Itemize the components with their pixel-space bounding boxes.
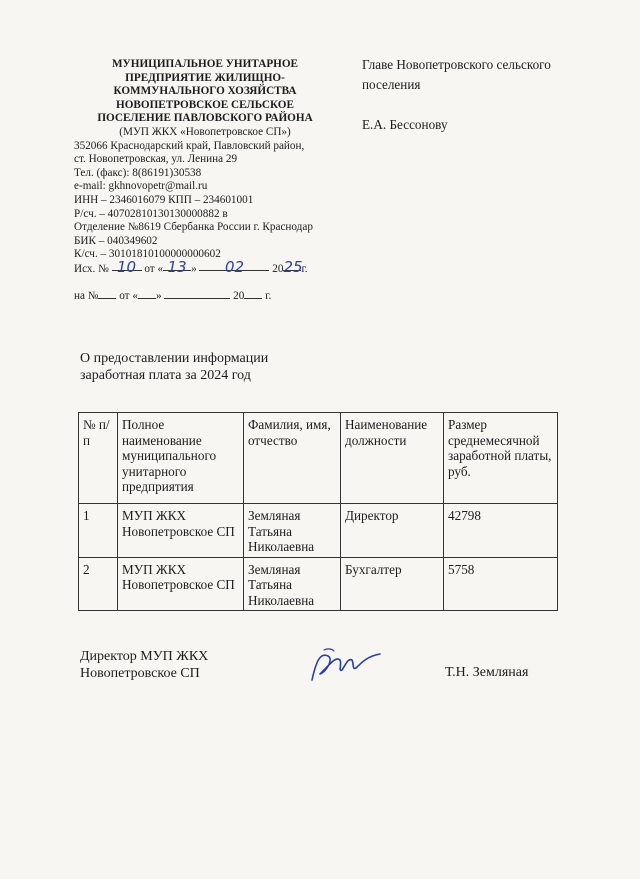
signatory-title-line: Директор МУП ЖКХ [80, 649, 209, 664]
table-cell: Земляная Татьяна Николаевна [244, 504, 341, 558]
outgoing-quote-close: » [191, 263, 197, 275]
header-cell: Полное наименование муниципального унитарного предприятия [118, 413, 244, 504]
outgoing-year: 25 [283, 258, 303, 276]
outgoing-reference [74, 258, 308, 275]
addressee-name: Е.А. Бессонову [362, 117, 448, 132]
table-cell: Земляная Татьяна Николаевна [244, 557, 341, 611]
table-cell: 5758 [444, 557, 558, 611]
org-address-line: ст. Новопетровская, ул. Ленина 29 [74, 153, 238, 166]
handwritten-signature [306, 642, 386, 688]
incoming-prefix: на № [74, 290, 99, 302]
organization-short-name: (МУП ЖКХ «Новопетровское СП») [119, 125, 291, 138]
subject-line: О предоставлении информации [80, 351, 269, 366]
salary-table [78, 412, 558, 611]
outgoing-from: от « [144, 263, 164, 275]
outgoing-month: 02 [224, 258, 245, 276]
outgoing-suffix: г. [301, 263, 308, 275]
incoming-reference [74, 286, 271, 302]
organization-header [74, 58, 336, 262]
table-header-row [79, 413, 558, 504]
org-name-line: МУНИЦИПАЛЬНОЕ УНИТАРНОЕ [111, 58, 299, 70]
org-phone: Тел. (факс): 8(86191)30538 [74, 166, 202, 179]
org-inn-kpp: ИНН – 2346016079 КПП – 234601001 [74, 193, 254, 206]
outgoing-year-prefix: 20 [272, 263, 284, 275]
table-cell: Директор [341, 504, 444, 558]
incoming-from: от « [119, 290, 138, 302]
incoming-quote-close: » [155, 290, 162, 302]
table-cell: 42798 [444, 504, 558, 558]
incoming-year-prefix: 20 [233, 290, 245, 302]
outgoing-day: 13 [167, 258, 187, 276]
org-email: e-mail: gkhnovopetr@mail.ru [74, 180, 208, 193]
signatory-name: Т.Н. Земляная [445, 665, 529, 680]
org-bank: Отделение №8619 Сбербанка России г. Краснодар [74, 221, 313, 234]
org-address-line: 352066 Краснодарский край, Павловский район, [74, 139, 305, 152]
header-cell: Наименование должности [341, 413, 444, 504]
addressee-line: Главе Новопетровского сельского [362, 57, 551, 72]
header-cell: Фамилия, имя, отчество [244, 413, 341, 504]
header-cell: № п/п [79, 413, 118, 504]
org-bik: БИК – 040349602 [74, 234, 158, 247]
incoming-suffix: г. [265, 290, 272, 302]
table-cell: МУП ЖКХ Новопетровское СП [118, 504, 244, 558]
table-row [79, 504, 558, 558]
organization-name [74, 58, 336, 126]
addressee-block [362, 55, 612, 135]
outgoing-number: 10 [117, 258, 137, 276]
signatory-title [80, 648, 208, 682]
subject-line: заработная плата за 2024 год [80, 368, 251, 383]
signatory-title-line: Новопетровское СП [80, 666, 200, 681]
addressee-line: поселения [362, 77, 421, 92]
table-cell: Бухгалтер [341, 557, 444, 611]
org-name-line: ПОСЕЛЕНИЕ ПАВЛОВСКОГО РАЙОНА [97, 112, 313, 125]
letter-subject [80, 350, 268, 384]
org-account: Р/сч. – 40702810130130000882 в [74, 207, 228, 220]
table-row [79, 557, 558, 611]
table-cell: 2 [79, 557, 118, 611]
table-cell: МУП ЖКХ Новопетровское СП [118, 557, 244, 611]
table-cell: 1 [79, 504, 118, 558]
org-name-line: ПРЕДПРИЯТИЕ ЖИЛИЩНО- [125, 71, 285, 84]
org-name-line: НОВОПЕТРОВСКОЕ СЕЛЬСКОЕ [116, 98, 294, 111]
outgoing-prefix: Исх. № [74, 263, 109, 275]
org-corr-account: К/сч. – 30101810100000000602 [74, 248, 221, 261]
org-name-line: КОММУНАЛЬНОГО ХОЗЯЙСТВА [113, 85, 297, 98]
header-cell: Размер среднемесячной заработной платы, руб. [444, 413, 558, 504]
